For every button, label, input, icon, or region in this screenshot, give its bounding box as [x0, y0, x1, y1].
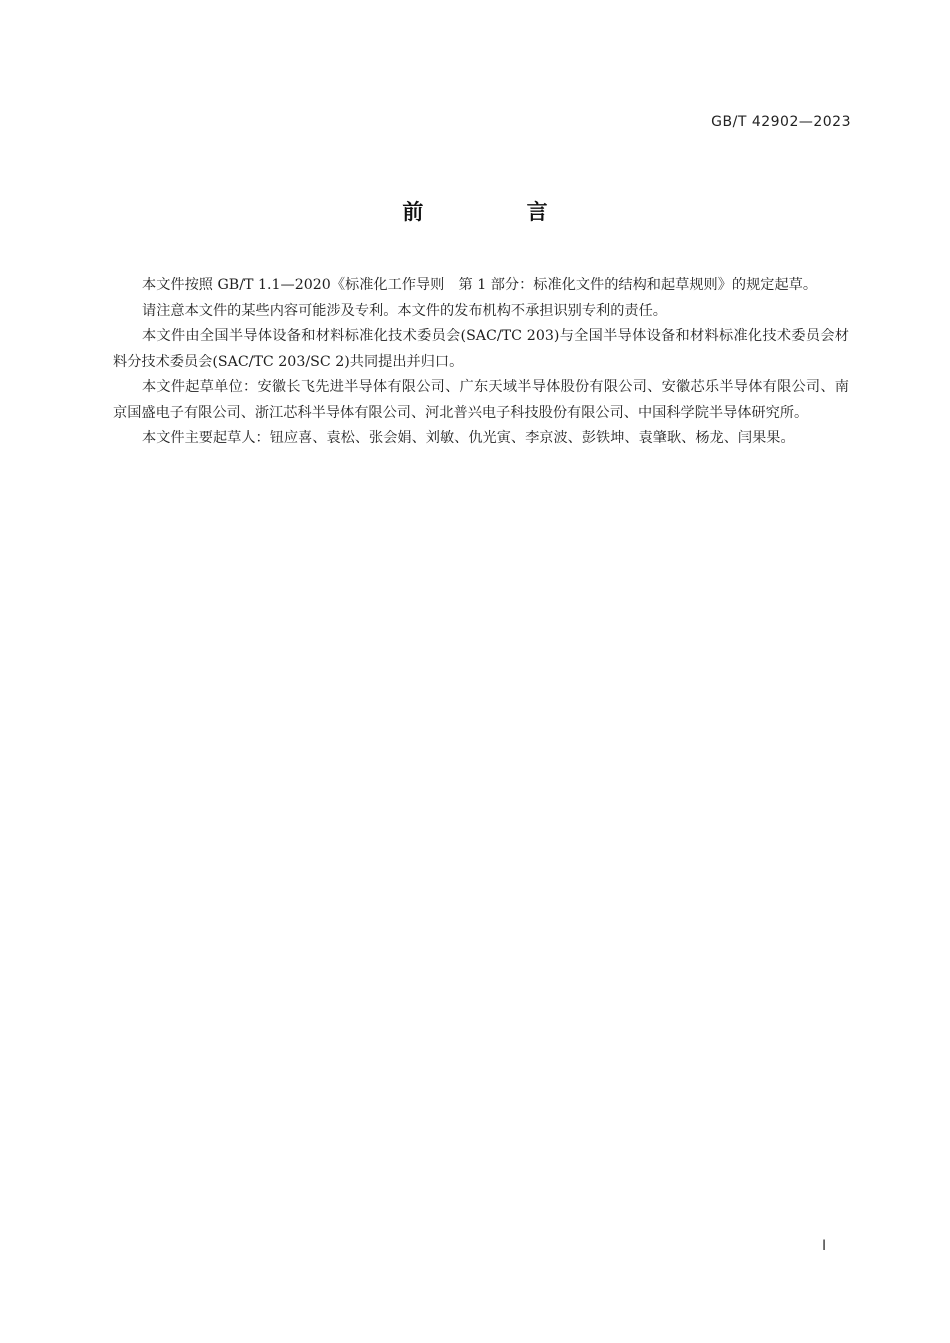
page-number: I	[822, 1238, 827, 1254]
page-title: 前 言	[402, 200, 596, 224]
paragraph-drafting-rules: 本文件按照 GB/T 1.1—2020《标准化工作导则 第 1 部分：标准化文件的结构和起草规则》的规定起草。	[142, 277, 818, 293]
paragraph-drafters: 本文件主要起草人：钮应喜、袁松、张会娟、刘敏、仇光寅、李京波、彭铁坤、袁肇耿、杨龙、闫果果。	[142, 430, 795, 446]
paragraph-patent-notice: 请注意本文件的某些内容可能涉及专利。本文件的发布机构不承担识别专利的责任。	[142, 302, 667, 319]
paragraph-drafting-units: 本文件起草单位：安徽长飞先进半导体有限公司、广东天域半导体股份有限公司、安徽芯乐半导体有限公司、南京国盛电子有限公司、浙江芯科半导体有限公司、河北普兴电子科技股份有限公司、中国科学院半导体研究所。	[113, 379, 849, 421]
preface-body	[113, 273, 849, 452]
standard-code: GB/T 42902—2023	[711, 114, 851, 130]
paragraph-proposer: 本文件由全国半导体设备和材料标准化技术委员会(SAC/TC 203)与全国半导体设备和材料标准化技术委员会材料分技术委员会(SAC/TC 203/SC 2)共同提出并归口。	[113, 328, 849, 370]
